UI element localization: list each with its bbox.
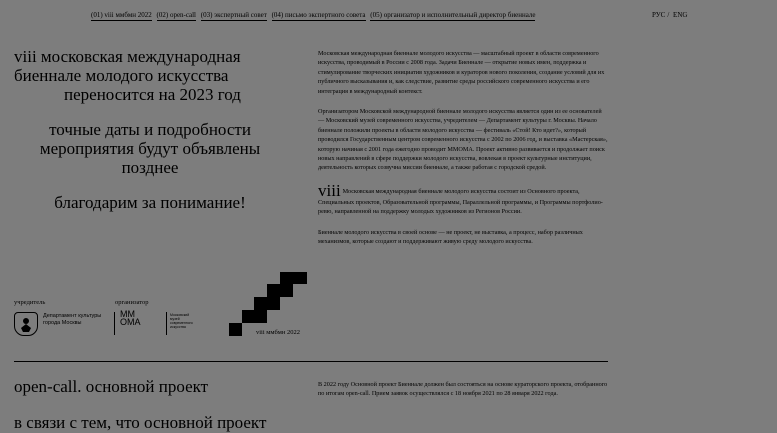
thanks-line: благодарим за понимание! [54, 193, 246, 212]
about-paragraph: Биеннале молодого искусства в своей основе — не проект, не выставка, а процесс, набор различных механизмов, которые создают и поддерживают живую среду молодого искусства. [318, 228, 583, 246]
about-paragraph-text: Московская международная биеннале молодого искусства состоит из Основного проекта, Специальных проектов, Образовательной программы, Параллельной программы, и Программы портфолио-ревю, направленной на поддержку молодых художников из Регионов России. [318, 187, 603, 216]
mmoma-full-name: Московский музей современного искусства [170, 313, 193, 329]
moscow-crest-icon [14, 312, 38, 336]
notice-line: биеннале молодого искусства [14, 66, 229, 85]
moscow-culture-dept-logo[interactable] [14, 310, 104, 336]
open-call-subheading: в связи с тем, что основной проект [14, 413, 267, 432]
top-nav [91, 11, 538, 21]
notice-line: мероприятия будут объявлены [39, 139, 261, 158]
postponement-notice [14, 47, 286, 212]
about-paragraph: Организатором Московской международной биеннале молодого искусства является один из ее основателей — Московский музей современного искусства, учредителем — Департамент культуры г. Москвы. Начало биеннале положили проекты в области молодого искусства — фестиваль «Стой! Кто идет?», который проводился Государственным центром современного искусства с 2002 по 2006 год, и выставка «Мастерская», которую начиная с 2001 года ежегодно проводит ММОМА. Проект активно развивается и продолжает поиск новых направлений в сфере поддержки молодого искусства, вовлекая в проект культурные институции, деятельность которых созвучна миссии биеннале, а также работая с городской средой. [318, 108, 608, 172]
lang-separator: / [667, 11, 670, 19]
nav-item-expert-council[interactable]: (03) экспертный совет [200, 11, 267, 19]
nav-item-expert-letter[interactable]: (04) письмо экспертного совета [271, 11, 366, 19]
staircase-graphic [229, 272, 307, 336]
mmoma-logo[interactable] [114, 310, 194, 336]
section-divider [14, 361, 608, 362]
notice-line: позднее [121, 158, 179, 177]
open-call-description: В 2022 году Основной проект Биеннале должен был состояться на основе кураторского проекта, отобранного по итогам open-call. Прием заявок осуществлялся с 18 ноября 2021 по 28 января 2022 года. [318, 381, 608, 398]
staircase-caption: viii ммбмн 2022 [256, 329, 300, 336]
open-call-heading: open-call. основной проект [14, 377, 209, 396]
language-switcher [652, 11, 689, 19]
notice-line: переносится на 2023 год [64, 85, 241, 104]
lang-ru-link[interactable]: РУС [652, 11, 666, 19]
about-section [318, 49, 608, 258]
organizer-label: организатор [115, 299, 149, 306]
nav-item-organizer[interactable]: (05) организатор и исполнительный директор биеннале [370, 11, 536, 19]
mmoma-wordmark: ММ ОМА [120, 309, 141, 327]
about-paragraph-structure [318, 180, 608, 217]
edition-numeral: viii [318, 180, 341, 200]
lang-en-link[interactable]: ENG [673, 11, 688, 19]
nav-item-biennale[interactable]: (01) viii ммбмн 2022 [91, 11, 152, 19]
founder-name: Департамент культуры города Москвы [43, 313, 102, 326]
founder-label: учредитель [14, 299, 46, 306]
about-paragraph: Московская международная биеннале молодого искусства — масштабный проект в области современного искусства, проводимый в России с 2008 года. Задачи Биеннале — открытие новых имен, поддержка и стимулирование творческих инициатив художников и кураторов нового поколения, создание условий для их публичного высказывания и, как следствие, развитие среды российского современного искусства и его интеграция в международный контекст. [318, 50, 605, 95]
notice-line: точные даты и подробности [49, 120, 251, 139]
nav-item-open-call[interactable]: (02) open-call [156, 11, 196, 19]
notice-line: viii московская международная [14, 47, 241, 66]
